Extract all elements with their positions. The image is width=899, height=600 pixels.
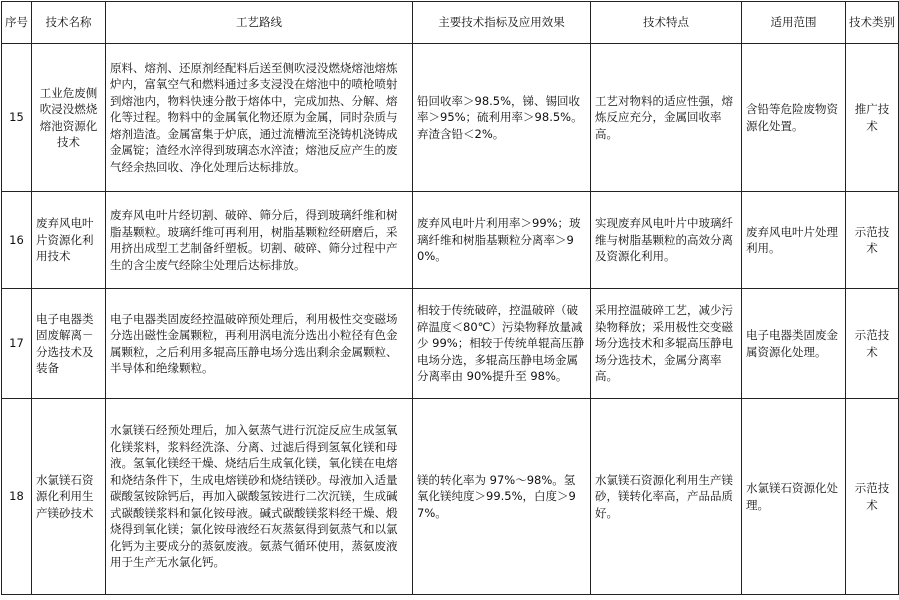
- indicators-cell: 废弃风电叶片利用率＞99%；玻璃纤维和树脂基颗粒分离率＞90%。: [413, 192, 591, 289]
- header-tech-name: 技术名称: [32, 2, 106, 44]
- category-cell: 示范技术: [846, 399, 899, 595]
- row-number: 17: [2, 289, 32, 399]
- scope-cell: 电子电器类固废金属资源化处理。: [742, 289, 846, 399]
- table-row: [2, 44, 899, 192]
- table-row: [2, 289, 899, 399]
- indicators-cell: 相较于传统破碎，控温破碎（破碎温度＜80℃）污染物释放量减少 99%；相较于传统单辊高压静电场分选，多辊高压静电场金属分离率由 90%提升至 98%。: [413, 289, 591, 399]
- process-route-cell: 原料、熔剂、还原剂经配料后送至侧吹浸没燃烧熔池熔炼炉内，富氧空气和燃料通过多支浸没在熔池中的喷枪喷射到熔池内，物料快速分散于熔体中，完成加热、分解、熔化等过程。物料中的金属氧化物还原为金属，同时杂质与熔剂造渣。金属富集于炉底，通过流槽流至浇铸机浇铸成金属锭；渣经水淬得到玻璃态水淬渣；熔池反应产生的废气经余热回收、净化处理后达标排放。: [106, 44, 413, 192]
- row-number: 16: [2, 192, 32, 289]
- header-category: 技术类别: [846, 2, 899, 44]
- table-row: [2, 399, 899, 595]
- category-cell: 示范技术: [846, 289, 899, 399]
- tech-name-cell: 工业危废侧吹浸没燃烧熔池资源化技术: [32, 44, 106, 192]
- row-number: 18: [2, 399, 32, 595]
- category-cell: 推广技术: [846, 44, 899, 192]
- tech-name-cell: 电子电器类固废解离－分选技术及装备: [32, 289, 106, 399]
- scope-cell: 含铅等危险废物资源化处置。: [742, 44, 846, 192]
- header-row: [2, 2, 899, 44]
- tech-name-cell: 水氯镁石资源化利用生产镁砂技术: [32, 399, 106, 595]
- features-cell: 水氯镁石资源化利用生产镁砂，镁转化率高，产品品质好。: [591, 399, 742, 595]
- process-route-cell: 废弃风电叶片经切割、破碎、筛分后，得到玻璃纤维和树脂基颗粒。玻璃纤维可再利用，树脂基颗粒经研磨后，采用挤出成型工艺制备纤塑板。切割、破碎、筛分过程中产生的含尘废气经除尘处理后达标排放。: [106, 192, 413, 289]
- features-cell: 工艺对物料的适应性强，熔炼反应充分，金属回收率高。: [591, 44, 742, 192]
- tech-name-cell: 废弃风电叶片资源化利用技术: [32, 192, 106, 289]
- category-cell: 示范技术: [846, 192, 899, 289]
- header-scope: 适用范围: [742, 2, 846, 44]
- features-cell: 采用控温破碎工艺，减少污染物释放；采用极性交变磁场分选技术和多辊高压静电场分选技术，金属分离率高。: [591, 289, 742, 399]
- row-number: 15: [2, 44, 32, 192]
- process-route-cell: 水氯镁石经预处理后，加入氨蒸气进行沉淀反应生成氢氧化镁浆料，浆料经洗涤、分离、过滤后得到氢氧化镁和母液。氢氧化镁经干燥、烧结后生成氧化镁，氧化镁在电熔和烧结条件下，生成电熔镁砂和烧结镁砂。母液加入适量碳酸氢铵除钙后，再加入碳酸氢铵进行二次沉镁，生成碱式碳酸镁浆料和氯化铵母液。碱式碳酸镁浆料经干燥、煅烧得到氧化镁；氯化铵母液经石灰蒸氨得到氨蒸气和以氯化钙为主要成分的蒸氨废液。氨蒸气循环使用，蒸氨废液用于生产无水氯化钙。: [106, 399, 413, 595]
- header-number: 序号: [2, 2, 32, 44]
- technology-table: [1, 1, 899, 595]
- header-features: 技术特点: [591, 2, 742, 44]
- process-route-cell: 电子电器类固废经控温破碎预处理后，利用极性交变磁场分选出磁性金属颗粒，再利用涡电流分选出小粒径有色金属颗粒，之后利用多辊高压静电场分选出剩余金属颗粒、半导体和绝缘颗粒。: [106, 289, 413, 399]
- table-row: [2, 192, 899, 289]
- features-cell: 实现废弃风电叶片中玻璃纤维与树脂基颗粒的高效分离及资源化利用。: [591, 192, 742, 289]
- indicators-cell: 镁的转化率为 97%～98%。氢氧化镁纯度＞99.5%，白度＞97%。: [413, 399, 591, 595]
- header-indicators: 主要技术指标及应用效果: [413, 2, 591, 44]
- scope-cell: 废弃风电叶片处理利用。: [742, 192, 846, 289]
- scope-cell: 水氯镁石资源化处理。: [742, 399, 846, 595]
- header-process-route: 工艺路线: [106, 2, 413, 44]
- indicators-cell: 铅回收率＞98.5%，锑、锡回收率＞95%；硫利用率＞98.5%。弃渣含铅＜2%。: [413, 44, 591, 192]
